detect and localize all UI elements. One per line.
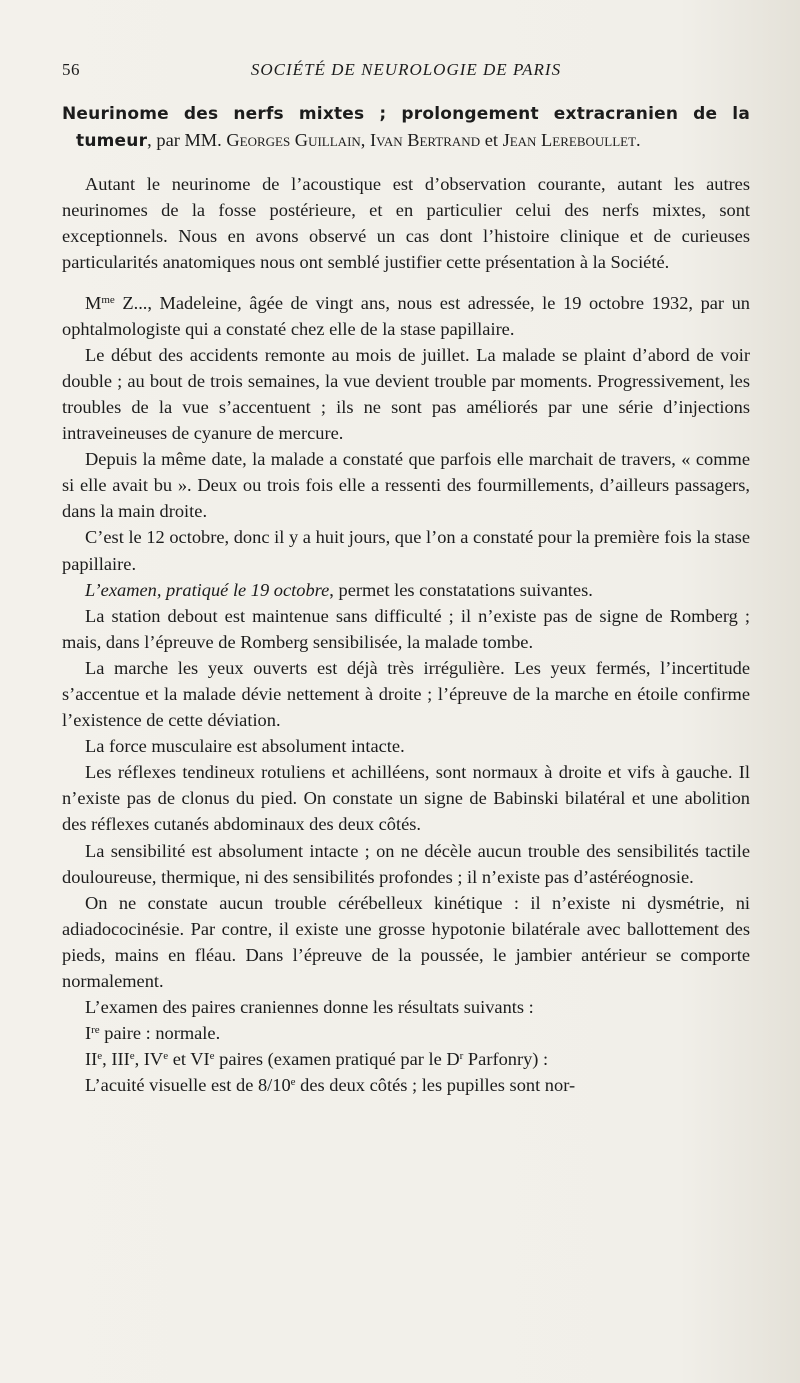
author-lereboullet: Jean Lereboullet — [502, 130, 637, 151]
paragraph-intro: Autant le neurinome de l’acoustique est d’observation courante, autant les autres neurinomes de la fosse postérieure, et en particulier celui des nerfs mixtes, sont exceptionnels. Nous en avons observé un cas dont l’histoire clinique et de curieuses particularités anatomiques nous ont semblé justifier cette présentation à la Société. — [62, 174, 750, 273]
page-header — [62, 60, 750, 88]
paragraph-exam-intro: L’examen, pratiqué le 19 octobre, permet les constatations suivantes. — [85, 579, 593, 600]
article-body — [62, 100, 750, 1098]
running-title: SOCIÉTÉ DE NEUROLOGIE DE PARIS — [250, 60, 562, 79]
paragraph-gait-history: Depuis la même date, la malade a constaté que parfois elle marchait de travers, « comme si elle avait bu ». Deux ou trois fois elle a ressenti des fourmillements, d’ailleurs passagers, dans la main droite. — [62, 449, 750, 522]
paragraph-oculomotor-pairs: IIe, IIIe, IVe et VIe paires (examen pratiqué par le $D^r$ Parfonry) : — [85, 1049, 549, 1070]
article-title: Neurinome des nerfs mixtes ; prolongement extracranien de la tumeur, par MM. Georges Guillain, Ivan Bertrand et Jean Lereboullet. — [62, 104, 750, 152]
paragraph-reflexes: Les réflexes tendineux rotuliens et achilléens, sont normaux à droite et vifs à gauche. Il n’existe pas de clonus du pied. On constate un signe de Babinski bilatéral et une abolition des réflexes cutanés abdominaux des deux côtés. — [62, 762, 750, 835]
paragraph-cerebellar: On ne constate aucun trouble cérébelleux kinétique : il n’existe ni dysmétrie, ni adiadococinésie. Par contre, il existe une grosse hypotonie bilatérale avec ballottement des pieds, mains en fléau. Dans l’épreuve de la poussée, le jambier antérieur se comporte normalement. — [62, 892, 750, 991]
author-bertrand: Ivan Bertrand — [370, 130, 481, 151]
paragraph-strength: La force musculaire est absolument intacte. — [85, 736, 405, 757]
paragraph-stasis: C’est le 12 octobre, donc il y a huit jours, que l’on a constaté pour la première fois la stase papillaire. — [62, 527, 750, 574]
paragraph-walking: La marche les yeux ouverts est déjà très irrégulière. Les yeux fermés, l’incertitude s’accentue et la malade dévie nettement à droite ; l’épreuve de la marche en étoile confirme l’existence de cette déviation. — [62, 657, 750, 731]
author-guillain: Georges Guillain — [226, 130, 361, 151]
paragraph-first-pair: Ire paire : normale. — [85, 1023, 221, 1044]
paragraph-patient: $M^{me}$ Z..., Madeleine, âgée de vingt ans, nous est adressée, le 19 octobre 1932, par un ophtalmologiste qui a constaté chez elle de la stase papillaire. — [62, 292, 750, 339]
title-bold: Neurinome des nerfs mixtes ; prolongement extracranien de la tumeur — [62, 104, 750, 152]
paragraph-romberg: La station debout est maintenue sans difficulté ; il n’existe pas de signe de Romberg ; mais, dans l’épreuve de Romberg sensibilisée, la malade tombe. — [62, 605, 750, 652]
paragraph-sensibility: La sensibilité est absolument intacte ; on ne décèle aucun trouble des sensibilités tactile douloureuse, thermique, ni des sensibilités profondes ; il n’existe pas d’astéréognosie. — [62, 840, 750, 887]
paragraph-cranial-intro: L’examen des paires craniennes donne les résultats suivants : — [85, 997, 534, 1018]
page-number: 56 — [62, 60, 80, 79]
paragraph-onset: Le début des accidents remonte au mois de juillet. La malade se plaint d’abord de voir double ; au bout de trois semaines, la vue devient trouble par moments. Progressivement, les troubles de la vue s’accentuent ; ils ne sont pas améliorés par une série d’injections intraveineuses de cyanure de mercure. — [62, 344, 750, 444]
paragraph-visual-acuity: L’acuité visuelle est de 8/10e des deux côtés ; les pupilles sont nor- — [85, 1075, 576, 1096]
